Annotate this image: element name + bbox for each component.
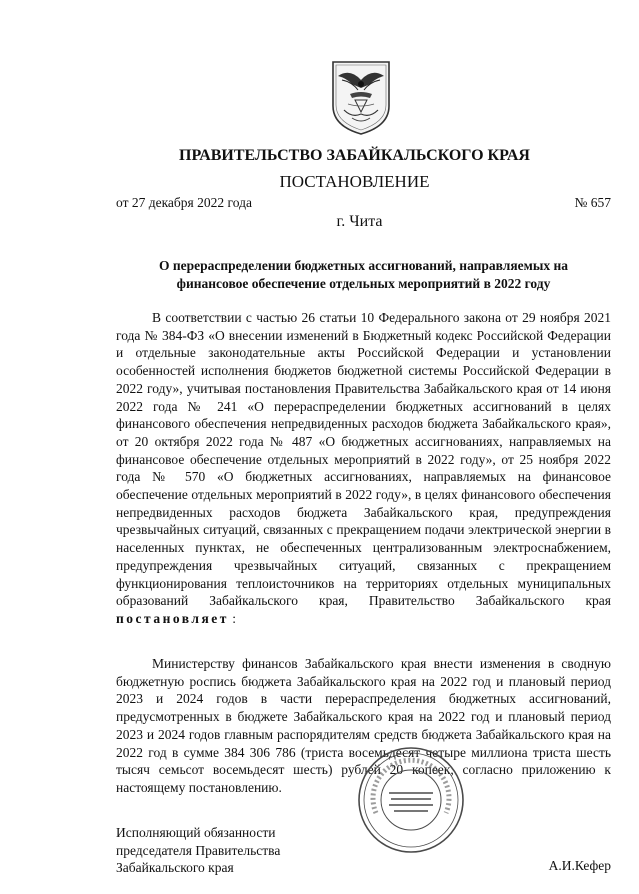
subject-line-1: О перераспределении бюджетных ассигнований, направляемых на xyxy=(158,258,569,273)
government-title: ПРАВИТЕЛЬСТВО ЗАБАЙКАЛЬСКОГО КРАЯ xyxy=(179,147,530,164)
signer-line-1: Исполняющий обязанности xyxy=(116,825,276,840)
signer-line-3: Забайкальского края xyxy=(116,860,234,875)
signer-line-2: председателя Правительства xyxy=(116,842,281,858)
document-date: от 27 декабря 2022 года xyxy=(116,195,252,210)
document-type: ПОСТАНОВЛЕНИЕ xyxy=(279,172,430,191)
paragraph-preamble xyxy=(116,309,611,628)
document-subject xyxy=(116,257,611,293)
coat-of-arms-icon xyxy=(330,60,392,136)
subject-line-2: финансовое обеспечение отдельных мероприятий в 2022 году xyxy=(176,276,551,291)
decree-colon: : xyxy=(232,610,237,626)
paragraph-resolution: Министерству финансов Забайкальского края внести изменения в сводную бюджетную роспись бюджета Забайкальского края на 2022 год и плановый период 2023 и 2024 годов в части перераспределения бюджетных ассигнований, предусмотренных в бюджете Забайкальского края на 2022 год и плановый период 2023 и 2024 годов главным распорядителям средств бюджета Забайкальского края на 2022 год в сумме 384 306 786 (триста восемьдесят четыре миллиона триста шесть тысяч семьсот восемьдесят шесть) рублей 20 копеек, согласно приложению к настоящему постановлению. xyxy=(116,656,611,795)
signer-name: А.И.Кефер xyxy=(548,858,611,873)
document-number: № 657 xyxy=(574,195,611,210)
paragraph-preamble-text: В соответствии с частью 26 статьи 10 Федерального закона от 29 ноября 2021 года № 384-ФЗ «О внесении изменений в Бюджетный кодекс Российской Федерации и отдельные законодательные акты Российской Федерации и установлении особенностей исполнения бюджетов бюджетной системы Российской Федерации в 2022 году», учитывая постановления Правительства Забайкальского края от 14 июня 2022 года № 241 «О перераспределении бюджетных ассигнований в целях финансового обеспечения непредвиденных расходов бюджета Забайкальского края», от 20 октября 2022 года № 487 «О бюджетных ассигнованиях, направляемых на финансовое обеспечение отдельных мероприятий в 2022 году», от 25 ноября 2022 года № 570 «О бюджетных ассигнованиях, направляемых на финансовое обеспечение отдельных мероприятий в 2022 году», в целях финансового обеспечения непредвиденных расходов бюджета Забайкальского края, предупреждения чрезвычайных ситуаций, связанных с прекращением подачи электрической энергии в населенных пунктах, не обеспеченных централизованным электроснабжением, предупреждения чрезвычайных ситуаций, связанных с прекращением функционирования теплоисточников на территориях отдельных муниципальных образований Забайкальского края, Правительство Забайкальского края xyxy=(116,310,611,609)
city: г. Чита xyxy=(336,213,383,230)
official-stamp xyxy=(356,745,466,855)
decree-word: постановляет xyxy=(116,610,229,626)
date-number-line xyxy=(116,195,611,211)
signer-position xyxy=(116,824,356,877)
